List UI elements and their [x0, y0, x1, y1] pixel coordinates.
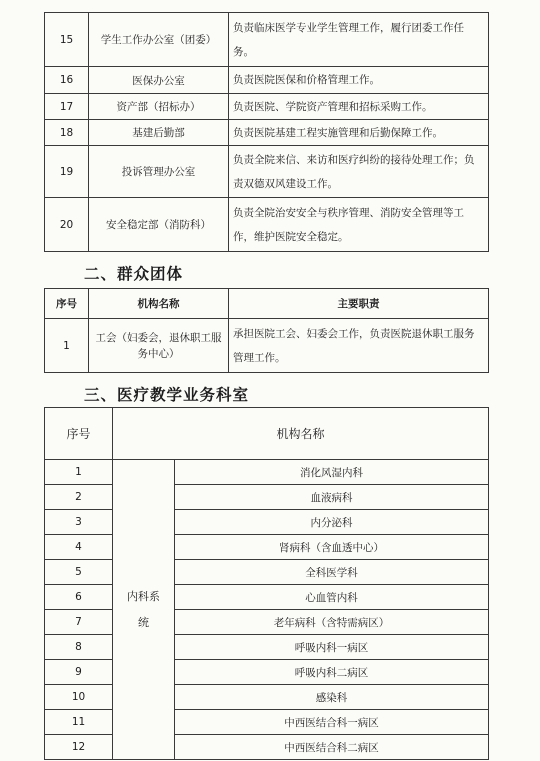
dept-duty: 负责医院基建工程实施管理和后勤保障工作。 — [229, 120, 489, 146]
department-name: 肾病科（含血透中心） — [175, 535, 489, 560]
row-number: 19 — [45, 146, 89, 198]
row-number: 9 — [45, 660, 113, 685]
mass-organizations-table — [44, 288, 489, 373]
table-row — [45, 585, 489, 610]
table-header-row — [45, 408, 489, 460]
department-name: 呼吸内科二病区 — [175, 660, 489, 685]
table-row — [45, 94, 489, 120]
dept-name: 资产部（招标办） — [89, 94, 229, 120]
dept-duty: 负责医院、学院资产管理和招标采购工作。 — [229, 94, 489, 120]
row-number: 11 — [45, 710, 113, 735]
department-name: 血液病科 — [175, 485, 489, 510]
row-number: 4 — [45, 535, 113, 560]
departments-table-continued — [44, 12, 489, 252]
org-name: 工会（妇委会，退休职工服务中心） — [89, 319, 229, 373]
row-number: 17 — [45, 94, 89, 120]
row-number: 1 — [45, 319, 89, 373]
row-number: 2 — [45, 485, 113, 510]
row-number: 18 — [45, 120, 89, 146]
table-row — [45, 560, 489, 585]
header-duty: 主要职责 — [229, 289, 489, 319]
table-row — [45, 485, 489, 510]
table-row — [45, 710, 489, 735]
department-name: 中西医结合科二病区 — [175, 735, 489, 760]
department-name: 呼吸内科一病区 — [175, 635, 489, 660]
header-number: 序号 — [45, 289, 89, 319]
table-header-row — [45, 289, 489, 319]
table-row — [45, 685, 489, 710]
dept-name: 基建后勤部 — [89, 120, 229, 146]
medical-departments-table — [44, 407, 489, 760]
dept-duty: 负责医院医保和价格管理工作。 — [229, 67, 489, 94]
row-number: 7 — [45, 610, 113, 635]
dept-name: 学生工作办公室（团委） — [89, 13, 229, 67]
dept-name: 安全稳定部（消防科） — [89, 198, 229, 252]
row-number: 16 — [45, 67, 89, 94]
internal-medicine-system-label: 内科系统 — [113, 460, 175, 760]
department-name: 老年病科（含特需病区） — [175, 610, 489, 635]
table-row — [45, 120, 489, 146]
dept-duty: 负责全院来信、来访和医疗纠纷的接待处理工作；负责双德双风建设工作。 — [229, 146, 489, 198]
row-number: 20 — [45, 198, 89, 252]
section-heading-medical-departments: 三、医疗教学业务科室 — [84, 386, 250, 404]
table-row — [45, 146, 489, 198]
dept-name: 医保办公室 — [89, 67, 229, 94]
table-row — [45, 660, 489, 685]
department-name: 内分泌科 — [175, 510, 489, 535]
table-row — [45, 535, 489, 560]
table-row — [45, 198, 489, 252]
department-name: 心血管内科 — [175, 585, 489, 610]
dept-duty: 负责临床医学专业学生管理工作，履行团委工作任务。 — [229, 13, 489, 67]
table-row — [45, 460, 489, 485]
row-number: 12 — [45, 735, 113, 760]
table-row — [45, 735, 489, 760]
row-number: 10 — [45, 685, 113, 710]
table-row — [45, 635, 489, 660]
row-number: 5 — [45, 560, 113, 585]
header-name: 机构名称 — [89, 289, 229, 319]
department-name: 全科医学科 — [175, 560, 489, 585]
header-name: 机构名称 — [113, 408, 489, 460]
dept-duty: 负责全院治安安全与秩序管理、消防安全管理等工作，维护医院安全稳定。 — [229, 198, 489, 252]
row-number: 1 — [45, 460, 113, 485]
department-name: 中西医结合科一病区 — [175, 710, 489, 735]
table-row — [45, 67, 489, 94]
row-number: 15 — [45, 13, 89, 67]
table-row — [45, 610, 489, 635]
department-name: 消化风湿内科 — [175, 460, 489, 485]
section-heading-mass-organizations: 二、群众团体 — [84, 265, 184, 283]
org-duty: 承担医院工会、妇委会工作，负责医院退休职工服务管理工作。 — [229, 319, 489, 373]
dept-name: 投诉管理办公室 — [89, 146, 229, 198]
table-row — [45, 510, 489, 535]
department-name: 感染科 — [175, 685, 489, 710]
row-number: 8 — [45, 635, 113, 660]
header-number: 序号 — [45, 408, 113, 460]
row-number: 3 — [45, 510, 113, 535]
row-number: 6 — [45, 585, 113, 610]
table-row — [45, 13, 489, 67]
table-row — [45, 319, 489, 373]
